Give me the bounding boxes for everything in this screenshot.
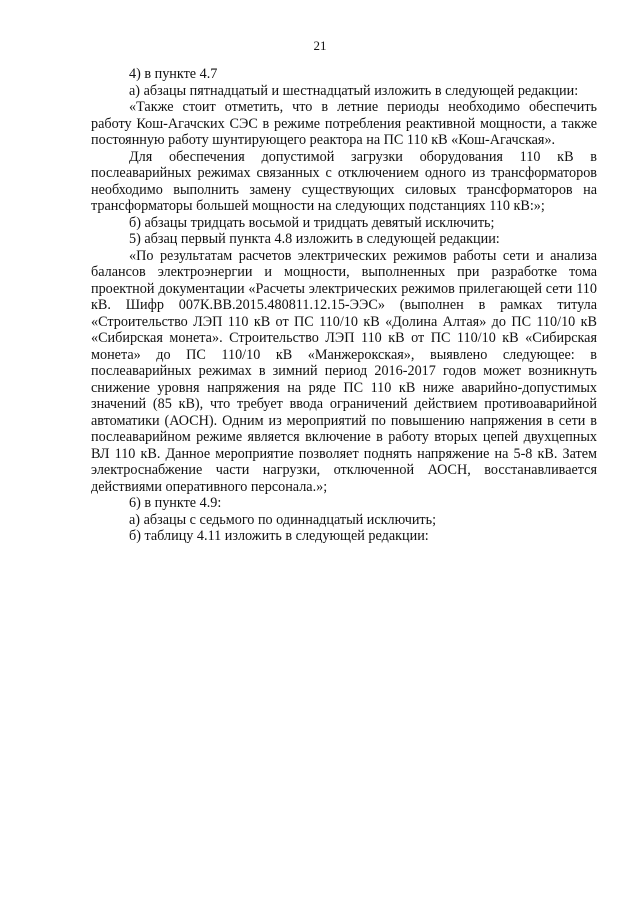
page-number: 21 bbox=[313, 38, 327, 53]
paragraph-quote-calculations: «По результатам расчетов электрических режимов работы сети и анализа балансов электроэнергии и мощности, выполненных при разработке тома проектной документации «Расчеты электрических режимов прилегающей сети 110 кВ. Шифр 007К.ВВ.2015.480811.12.15-ЭЭС» (выполнен в рамках титула «Строительство ЛЭП 110 кВ от ПС 110/10 кВ «Долина Алтая» до ПС 110/10 кВ «Сибирская монета». Строительство ЛЭП 110 кВ от ПС 110/10 кВ «Сибирская монета» до ПС 110/10 кВ «Манжерокская», выявлено следующее: в послеаварийных режимах в зимний период 2016-2017 годов может возникнуть снижение уровня напряжения на ряде ПС 110 кВ ниже аварийно-допустимых значений (85 кВ), что требует ввода ограничений действием противоаварийной автоматики (АОСН). Одним из мероприятий по повышению напряжения в сети в послеаварийном режиме является включение в работу вторых цепей двухцепных ВЛ 110 кВ. Данное мероприятие позволяет поднять напряжение на 5-8 кВ. Затем электроснабжение части нагрузки, отключенной АОСН, восстанавливается действиями оперативного персонала.»; bbox=[91, 247, 597, 495]
paragraph-subitem-a-2: а) абзацы с седьмого по одиннадцатый исключить; bbox=[129, 511, 437, 528]
paragraph-subitem-a: а) абзацы пятнадцатый и шестнадцатый изложить в следующей редакции: bbox=[129, 82, 579, 99]
paragraph-subitem-b-2: б) таблицу 4.11 изложить в следующей редакции: bbox=[129, 528, 429, 544]
paragraph-quote-kosh-agach: «Также стоит отметить, что в летние периоды необходимо обеспечить работу Кош-Агачских СЭС в режиме потребления реактивной мощности, а также постоянную работу шунтирующего реактора на ПС 110 кВ «Кош-Агачская». bbox=[91, 99, 597, 148]
paragraph-subitem-b: б) абзацы тридцать восьмой и тридцать девятый исключить; bbox=[129, 214, 495, 231]
paragraph-item-4: 4) в пункте 4.7 bbox=[129, 66, 218, 82]
document-body bbox=[91, 66, 597, 545]
paragraph-transformers: Для обеспечения допустимой загрузки оборудования 110 кВ в послеаварийных режимах связанных с отключением одного из трансформаторов необходимо выполнить замену существующих силовых трансформаторов на трансформаторы большей мощности на следующих подстанциях 110 кВ:»; bbox=[91, 148, 597, 214]
paragraph-item-5: 5) абзац первый пункта 4.8 изложить в следующей редакции: bbox=[129, 231, 500, 247]
paragraph-item-6: 6) в пункте 4.9: bbox=[129, 495, 222, 511]
